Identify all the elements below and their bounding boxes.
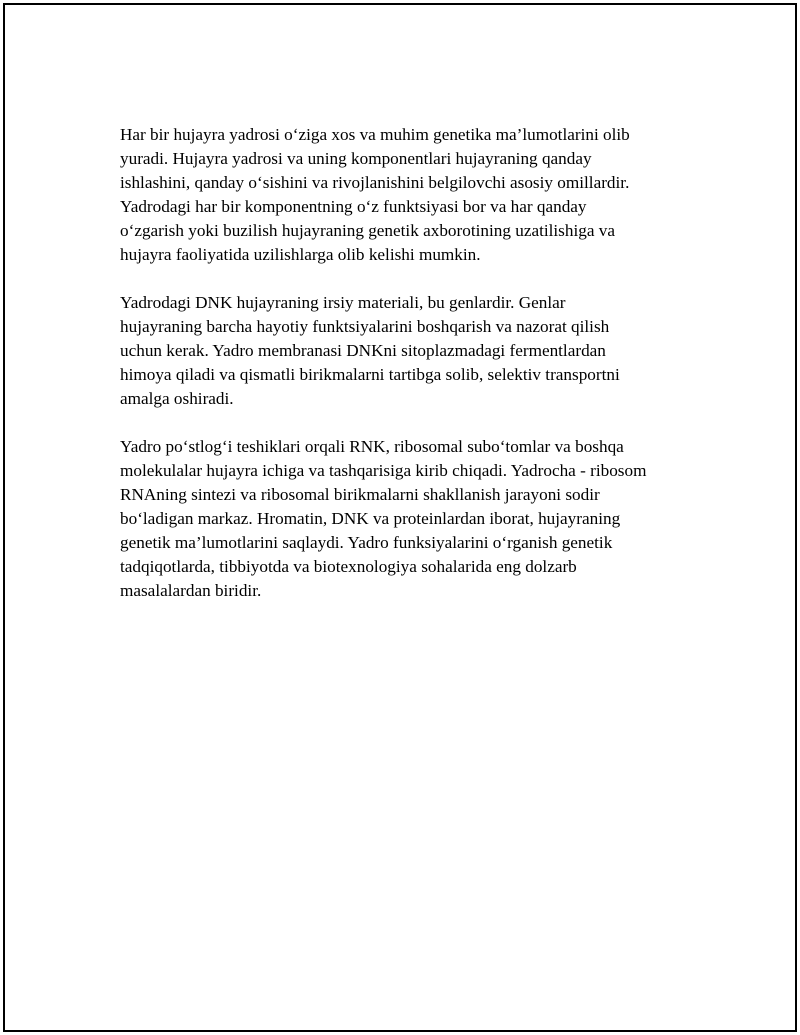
text-line: Yadrodagi DNK hujayraning irsiy materiali, bu genlardir. Genlar — [120, 293, 566, 312]
text-line: Har bir hujayra yadrosi o‘ziga xos va muhim genetika ma’lumotlarini olib — [120, 125, 630, 144]
text-line: uchun kerak. Yadro membranasi DNKni sitoplazmadagi fermentlardan — [120, 341, 606, 360]
document-body — [120, 123, 700, 627]
text-line: hujayra faoliyatida uzilishlarga olib kelishi mumkin. — [120, 245, 481, 264]
text-line: tadqiqotlarda, tibbiyotda va biotexnologiya sohalarida eng dolzarb — [120, 557, 577, 576]
text-line: molekulalar hujayra ichiga va tashqarisiga kirib chiqadi. Yadrocha - ribosom — [120, 461, 647, 480]
text-line: o‘zgarish yoki buzilish hujayraning genetik axborotining uzatilishiga va — [120, 221, 615, 240]
text-line: yuradi. Hujayra yadrosi va uning komponentlari hujayraning qanday — [120, 149, 592, 168]
text-line: bo‘ladigan markaz. Hromatin, DNK va proteinlardan iborat, hujayraning — [120, 509, 621, 528]
text-line: amalga oshiradi. — [120, 389, 234, 408]
text-line: genetik ma’lumotlarini saqlaydi. Yadro funksiyalarini o‘rganish genetik — [120, 533, 613, 552]
text-line: Yadrodagi har bir komponentning o‘z funktsiyasi bor va har qanday — [120, 197, 587, 216]
text-line: hujayraning barcha hayotiy funktsiyalarini boshqarish va nazorat qilish — [120, 317, 610, 336]
text-line: RNAning sintezi va ribosomal birikmalarni shakllanish jarayoni sodir — [120, 485, 600, 504]
paragraph-2 — [120, 291, 700, 411]
paragraph-3 — [120, 435, 700, 603]
text-line: ishlashini, qanday o‘sishini va rivojlanishini belgilovchi asosiy omillardir. — [120, 173, 630, 192]
text-line: masalalardan biridir. — [120, 581, 262, 600]
paragraph-1 — [120, 123, 700, 267]
text-line: Yadro po‘stlog‘i teshiklari orqali RNK, ribosomal subo‘tomlar va boshqa — [120, 437, 624, 456]
text-line: himoya qiladi va qismatli birikmalarni tartibga solib, selektiv transportni — [120, 365, 620, 384]
document-page — [3, 3, 797, 1032]
